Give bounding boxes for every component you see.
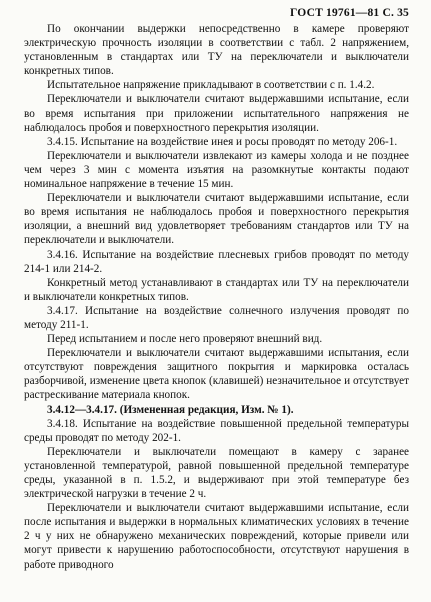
paragraph: Переключатели и выключатели считают выдержавшими испытание, если во время испытания не наблюдалось пробоя и поверхностного перекрытия изоляции, а внешний вид удовлетворяет требованиям стандартов или ТУ на переключатели и выключатели. bbox=[24, 192, 409, 247]
amendment-note: 3.4.12—3.4.17. (Измененная редакция, Изм. № 1). bbox=[47, 403, 294, 416]
paragraph: Переключатели и выключатели помещают в камеру с заранее установленной температурой, равной повышенной предельной температуре среды, указанной в п. 1.5.2, и выдерживают при этой температуре без электрической нагрузки в течение 2 ч. bbox=[24, 445, 409, 501]
paragraph: Переключатели и выключатели извлекают из камеры холода и не позднее чем через 3 мин с момента изъятия на разомкнутые контакты подают номинальное напряжение в течение 15 мин. bbox=[24, 149, 409, 191]
paragraph: Конкретный метод устанавливают в стандартах или ТУ на переключатели и выключатели конкретных типов. bbox=[24, 276, 409, 303]
paragraph: По окончании выдержки непосредственно в камере проверяют электрическую прочность изоляции в соответствии с табл. 2 напряжением, установленным в стандартах или ТУ на переключатели и выключатели конкретных типов. bbox=[24, 23, 409, 78]
paragraph: 3.4.17. Испытание на воздействие солнечного излучения проводят по методу 211-1. bbox=[24, 304, 409, 331]
document-body bbox=[24, 22, 409, 572]
paragraph: Переключатели и выключатели считают выдержавшими испытание, если после испытания и выдержки в нормальных климатических условиях в течение 2 ч у них не обнаружено механических повреждений, которые привели или могут привести к нарушению работоспособности, отсутствуют нарушения в работе приводного bbox=[24, 502, 409, 571]
paragraph: 3.4.16. Испытание на воздействие плесневых грибов проводят по методу 214-1 или 214-2. bbox=[24, 248, 409, 275]
paragraph: Испытательное напряжение прикладывают в соответствии с п. 1.4.2. bbox=[47, 79, 375, 92]
paragraph: 3.4.15. Испытание на воздействие инея и росы проводят по методу 206-1. bbox=[47, 135, 398, 148]
paragraph: Переключатели и выключатели считают выдержавшими испытания, если отсутствуют повреждения защитного покрытия и маркировка осталась разборчивой, изменение цвета кнопок (клавишей) незначительное и отсутствует растрескивание материала кнопок. bbox=[24, 347, 409, 402]
page-header: ГОСТ 19761—81 С. 35 bbox=[290, 7, 409, 19]
paragraph: Перед испытанием и после него проверяют внешний вид. bbox=[47, 333, 323, 346]
paragraph: 3.4.18. Испытание на воздействие повышенной предельной температуры среды проводят по методу 202-1. bbox=[24, 417, 409, 444]
paragraph: Переключатели и выключатели считают выдержавшими испытание, если во время испытания при приложении испытательного напряжения не наблюдалось пробоя и поверхностного перекрытия изоляции. bbox=[24, 93, 409, 134]
